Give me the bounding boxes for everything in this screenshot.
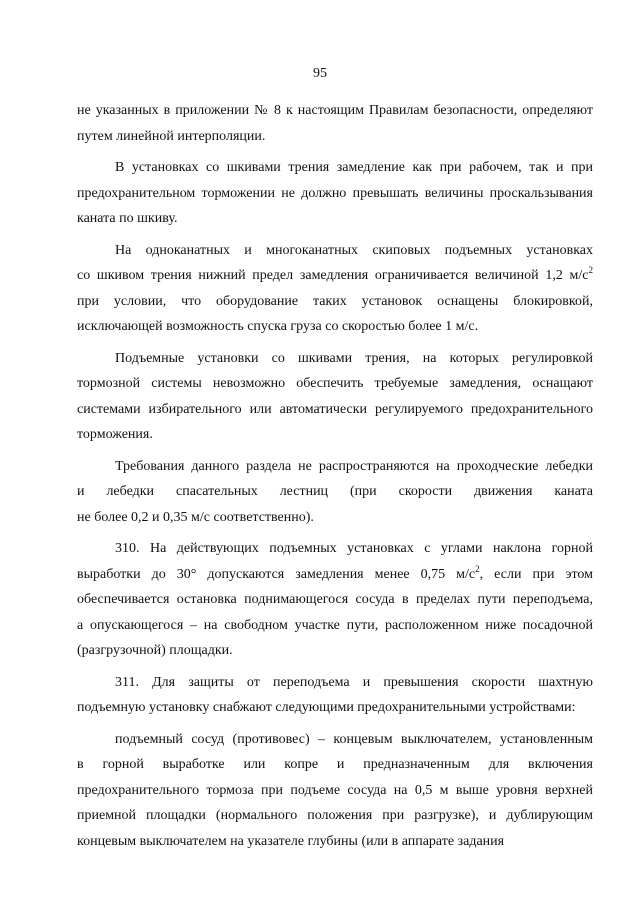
text-line: не более 0,2 и 0,35 м/с соответственно). <box>77 509 314 525</box>
text-line: системами избирательного или автоматически регулируемого предохранительного <box>77 401 593 417</box>
paragraph <box>77 727 593 855</box>
page-number: 95 <box>313 66 327 81</box>
text-line: не указанных в приложении № 8 к настоящим Правилам безопасности, определяют <box>77 103 593 118</box>
text-line: исключающей возможность спуска груза со скоростью более 1 м/с. <box>77 319 479 334</box>
text-line: подъемную установку снабжают следующими предохранительными устройствами: <box>77 700 576 715</box>
text-line: при условии, что оборудование таких установок оснащены блокировкой, <box>77 293 593 309</box>
text-line: приемной площадки (нормального положения при разгрузке), и дублирующим <box>77 808 593 823</box>
text-line: концевым выключателем на указателе глубины (или в аппарате задания <box>77 833 505 849</box>
superscript: 2 <box>475 563 480 574</box>
text-line: 311. Для защиты от переподъема и превышения скорости шахтную <box>115 674 593 690</box>
superscript: 2 <box>588 265 593 275</box>
text-line: Требования данного раздела не распространяются на проходческие лебедки <box>115 458 593 474</box>
text-line: со шкивом трения нижний предел замедления ограничивается величиной 1,2 $м/с^2$ <box>77 265 593 283</box>
text-line: обеспечивается остановка поднимающегося сосуда в пределах пути переподъема, <box>77 592 593 607</box>
text-line: Подъемные установки со шкивами трения, на которых регулировкой <box>115 350 593 366</box>
paragraph <box>77 98 593 149</box>
paragraph <box>77 536 593 664</box>
text-line: На одноканатных и многоканатных скиповых подъемных установках <box>115 242 593 258</box>
paragraph <box>77 238 593 340</box>
text-line: и лебедки спасательных лестниц (при скорости движения каната <box>77 484 593 499</box>
text-line: каната по шкиву. <box>77 211 178 226</box>
paragraph <box>77 670 593 721</box>
text-line: путем линейной интерполяции. <box>77 128 266 144</box>
text-line: торможения. <box>77 427 153 442</box>
text-line: выработки до 30° допускаются замедления менее 0,75 $м/с^2$, если при этом <box>77 563 593 582</box>
text-line: а опускающегося – на свободном участке пути, расположенном ниже посадочной <box>77 617 593 633</box>
document-body <box>77 98 593 860</box>
text-line: в горной выработке или копре и предназначенным для включения <box>77 757 593 772</box>
text-line: тормозной системы невозможно обеспечить требуемые замедления, оснащают <box>77 376 593 391</box>
paragraph <box>77 346 593 448</box>
text-line: (разгрузочной) площадки. <box>77 643 233 658</box>
text-line: предохранительном торможении не должно превышать величины проскальзывания <box>77 185 593 201</box>
text-line: В установках со шкивами трения замедление как при рабочем, так и при <box>115 160 593 175</box>
text-line: подъемный сосуд (противовес) – концевым выключателем, установленным <box>115 731 593 747</box>
paragraph <box>77 454 593 531</box>
text-line: 310. На действующих подъемных установках с углами наклона горной <box>115 541 593 556</box>
text-line: предохранительного тормоза при подъеме сосуда на 0,5 м выше уровня верхней <box>77 782 593 798</box>
paragraph <box>77 155 593 232</box>
